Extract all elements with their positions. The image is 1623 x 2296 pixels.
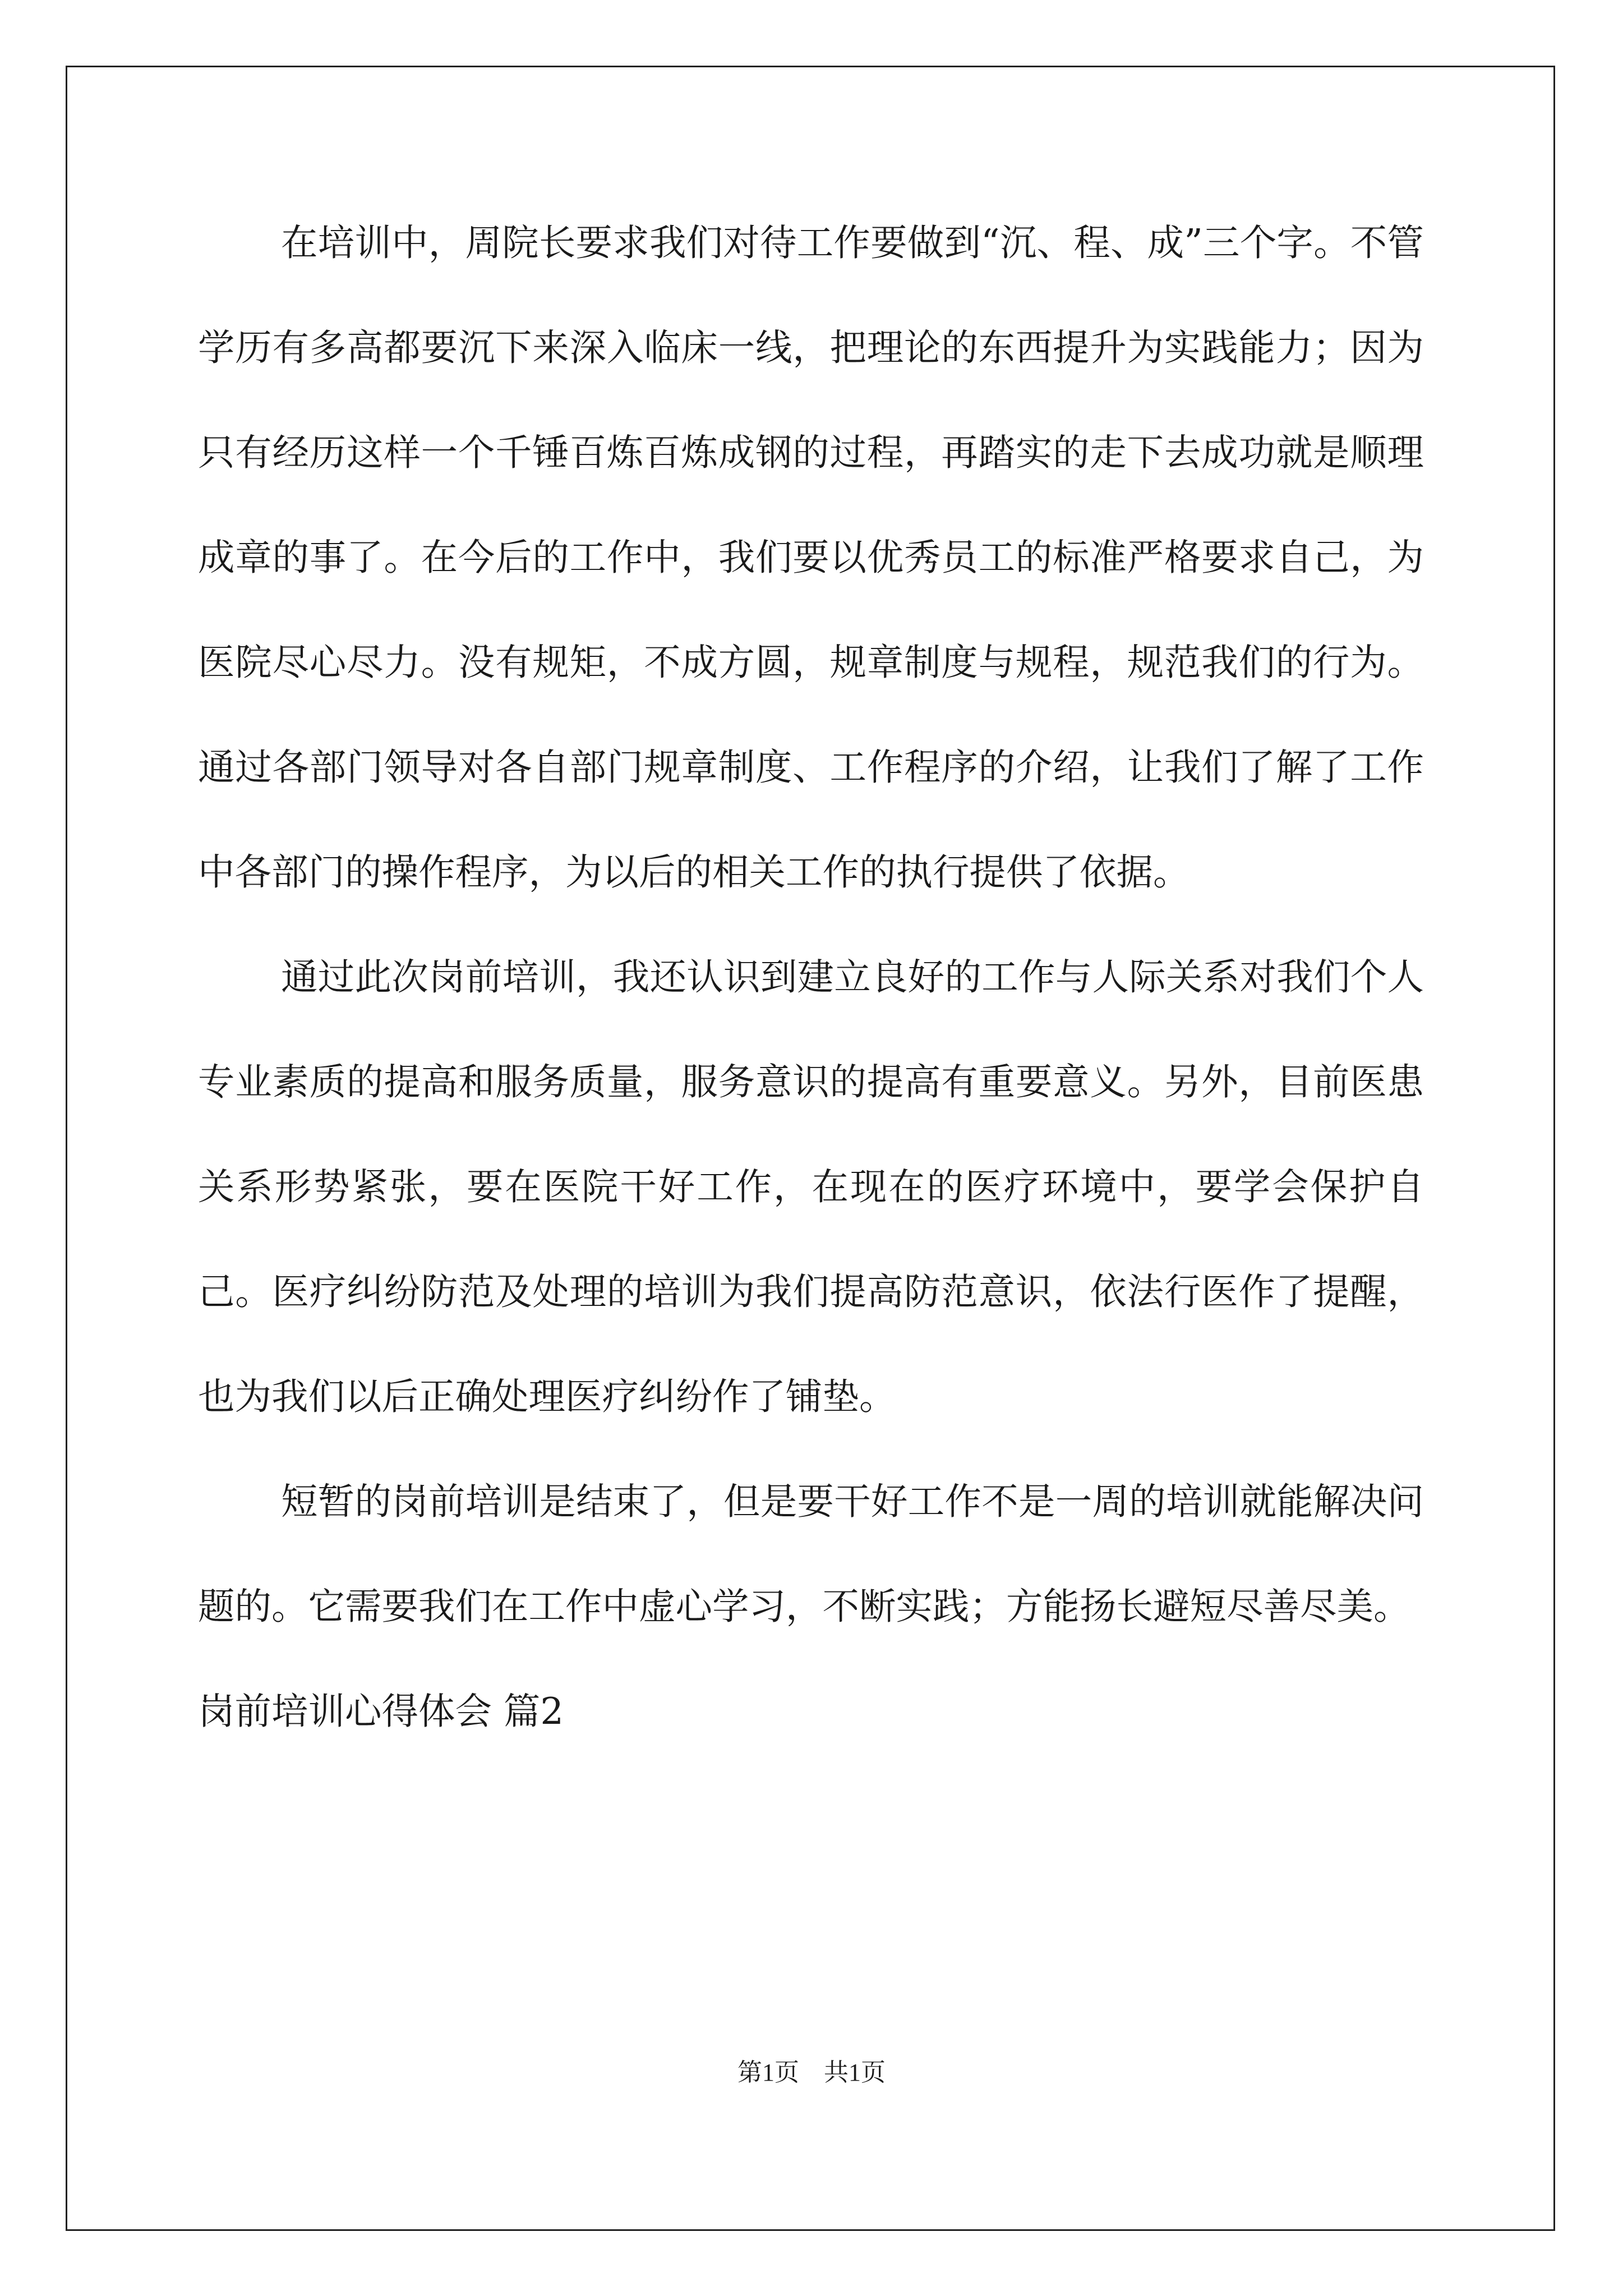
section-heading: 岗前培训心得体会 篇2 xyxy=(198,1690,564,1733)
document-body xyxy=(198,191,1424,1764)
paragraph-1: 在培训中，周院长要求我们对待工作要做到“沉、程、成”三个字。不管学历有多高都要沉下来深入临床一线，把理论的东西提升为实践能力；因为只有经历这样一个千锤百炼百炼成钢的过程，再踏实的走下去成功就是顺理成章的事了。在今后的工作中，我们要以优秀员工的标准严格要求自己，为医院尽心尽力。没有规矩，不成方圆，规章制度与规程，规范我们的行为。通过各部门领导对各自部门规章制度、工作程序的介绍，让我们了解了工作中各部门的操作程序，为以后的相关工作的执行提供了依据。 xyxy=(198,222,1424,894)
page-footer: 第1页 共1页 xyxy=(737,2059,886,2086)
paragraph-2: 通过此次岗前培训，我还认识到建立良好的工作与人际关系对我们个人专业素质的提高和服务质量，服务意识的提高有重要意义。另外，目前医患关系形势紧张，要在医院干好工作，在现在的医疗环境中，要学会保护自己。医疗纠纷防范及处理的培训为我们提高防范意识，依法行医作了提醒，也为我们以后正确处理医疗纠纷作了铺垫。 xyxy=(198,956,1424,1418)
paragraph-3: 短暂的岗前培训是结束了，但是要干好工作不是一周的培训就能解决问题的。它需要我们在工作中虚心学习，不断实践；方能扬长避短尽善尽美。 xyxy=(198,1480,1424,1628)
